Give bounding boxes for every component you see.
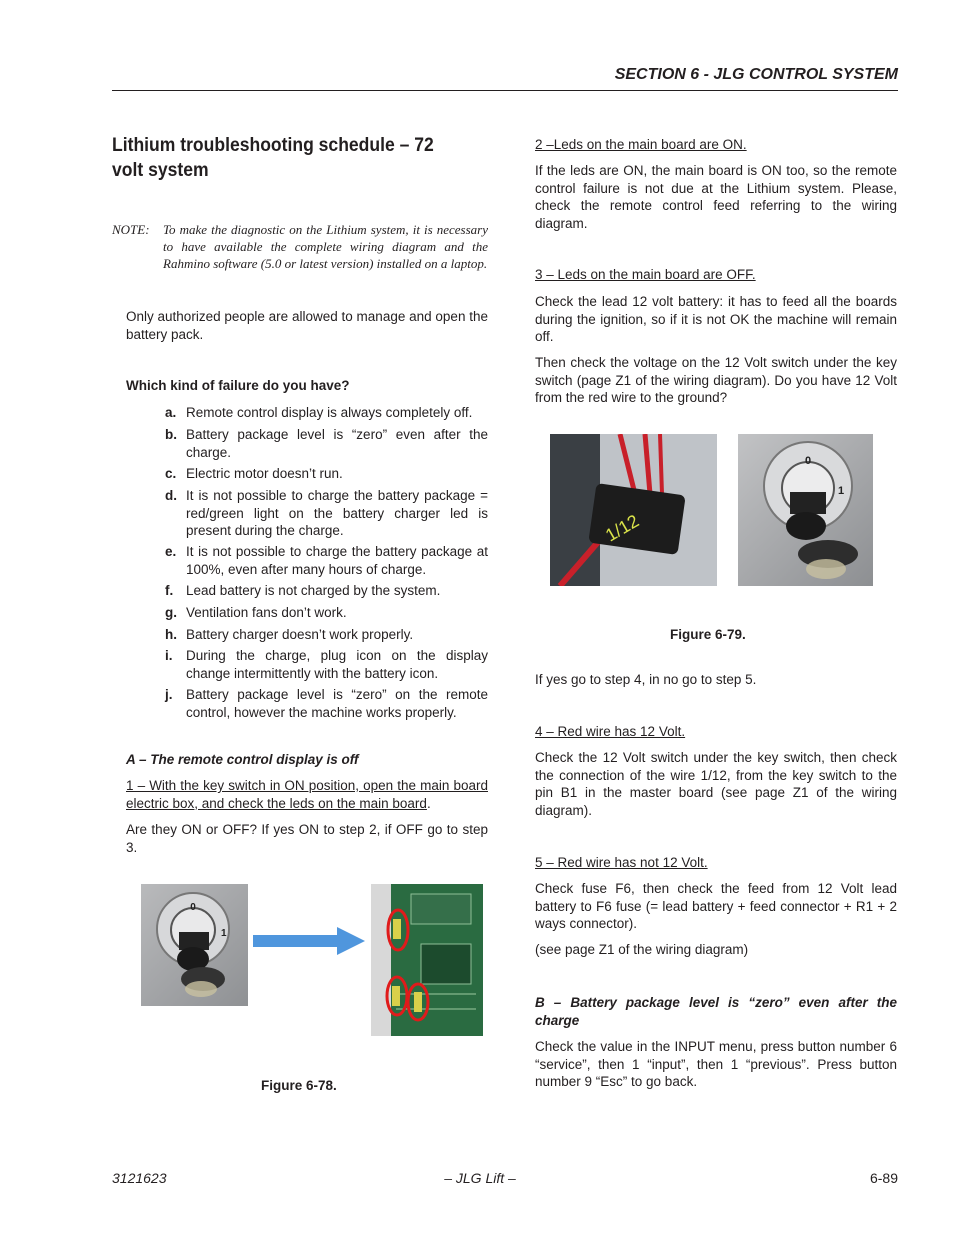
list-item-text: During the charge, plug icon on the display change intermittently with the battery icon. xyxy=(186,648,488,681)
list-item-key: e. xyxy=(165,544,177,559)
list-item-text: Ventilation fans don’t work. xyxy=(186,605,347,620)
list-item xyxy=(165,647,488,682)
list-item xyxy=(165,604,488,622)
figure-78-caption: Figure 6-78. xyxy=(261,1078,337,1093)
yes-no-instruction: If yes go to step 4, in no go to step 5. xyxy=(535,672,757,687)
list-item-text: It is not possible to charge the battery package at 100%, even after many hours of charge. xyxy=(186,544,488,577)
wire-label: 1/12 xyxy=(602,510,643,546)
list-item-key: j. xyxy=(165,687,173,702)
main-board-photo xyxy=(371,884,483,1036)
list-item xyxy=(165,582,488,600)
page-title: Lithium troubleshooting schedule – 72 volt system xyxy=(112,134,434,181)
list-item-key: a. xyxy=(165,405,177,420)
list-item-key: g. xyxy=(165,605,177,620)
list-item-key: i. xyxy=(165,648,173,663)
key-switch-photo xyxy=(141,884,248,1006)
key-switch-image xyxy=(141,884,248,1006)
list-item-text: Lead battery is not charged by the system. xyxy=(186,583,441,598)
list-item-text: Battery package level is “zero” on the remote control, however the machine works properly. xyxy=(186,687,488,720)
section-b-text: Check the value in the INPUT menu, press button number 6 “service”, then 1 “input”, then 1 “previous”. Press button number 9 “Esc” to go back. xyxy=(535,1039,897,1089)
step2-text: If the leds are ON, the main board is ON too, so the remote control failure is not due at the Lithium system. Please, check the remote control feed referring to the wiring diagram. xyxy=(535,163,897,231)
figure-79-caption: Figure 6-79. xyxy=(670,627,746,642)
list-item xyxy=(165,626,488,644)
key-position-zero: 0 xyxy=(190,902,196,913)
key-position-zero-2: 0 xyxy=(804,455,812,467)
key-switch-photo-2 xyxy=(738,434,873,586)
step1-text: 1 – With the key switch in ON position, open the main board electric box, and check the leds on the main board xyxy=(126,778,488,811)
section-a-heading: A – The remote control display is off xyxy=(126,752,359,767)
step1-end: . xyxy=(426,795,431,811)
list-item-text: Battery package level is “zero” even after the charge. xyxy=(186,427,488,460)
step4-text: Check the 12 Volt switch under the key switch, then check the connection of the wire 1/12, from the key switch to the pin B1 in the master board (see page Z1 of the wiring diagram). xyxy=(535,750,897,818)
step5-heading: 5 – Red wire has not 12 Volt. xyxy=(535,855,708,870)
list-item-key: d. xyxy=(165,488,177,503)
footer-page-number: 6-89 xyxy=(869,1170,898,1186)
wire-connector-photo xyxy=(550,434,717,586)
step3-heading: 3 – Leds on the main board are OFF. xyxy=(535,267,756,282)
step2-heading: 2 –Leds on the main board are ON. xyxy=(535,137,747,152)
wire-connector-image xyxy=(550,434,717,586)
section-header: SECTION 6 - JLG CONTROL SYSTEM xyxy=(614,66,898,83)
section-b-heading: B – Battery package level is “zero” even after the charge xyxy=(535,995,897,1028)
key-position-one: 1 xyxy=(221,928,227,939)
main-board-image xyxy=(371,884,483,1036)
key-position-one-2: 1 xyxy=(838,485,845,497)
note-text: To make the diagnostic on the Lithium system, it is necessary to have available the complete wiring diagram and the Rahmino software (5.0 or latest version) installed on a laptop. xyxy=(163,222,488,271)
step4-heading: 4 – Red wire has 12 Volt. xyxy=(535,724,686,739)
footer-brand: – JLG Lift – xyxy=(444,1170,516,1186)
step1-paragraph xyxy=(126,777,488,812)
list-item xyxy=(165,487,488,540)
step1-question: Are they ON or OFF? If yes ON to step 2, if OFF go to step 3. xyxy=(126,822,488,855)
step3-text-2: Then check the voltage on the 12 Volt switch under the key switch (page Z1 of the wiring diagram). Do you have 12 Volt from the red wire to the ground? xyxy=(535,355,897,405)
header-rule xyxy=(112,90,898,91)
step5-text: Check fuse F6, then check the feed from 12 Volt lead battery to F6 fuse (= lead battery + feed connector + R1 + 2 ways connector). xyxy=(535,881,897,931)
failure-heading: Which kind of failure do you have? xyxy=(126,378,350,393)
list-item-key: c. xyxy=(165,466,177,481)
list-item-key: b. xyxy=(165,427,177,442)
intro-paragraph: Only authorized people are allowed to manage and open the battery pack. xyxy=(126,309,488,342)
list-item xyxy=(165,426,488,461)
arrow-right-icon xyxy=(253,927,365,955)
footer-document-number: 3121623 xyxy=(112,1170,167,1186)
list-item xyxy=(165,686,488,721)
list-item-key: h. xyxy=(165,627,177,642)
list-item-key: f. xyxy=(165,583,174,598)
key-switch-image-2 xyxy=(738,434,873,586)
list-item xyxy=(165,465,488,483)
list-item xyxy=(165,543,488,578)
list-item xyxy=(165,404,488,422)
step3-text-1: Check the lead 12 volt battery: it has to feed all the boards during the ignition, so if it is not OK the machine will remain off. xyxy=(535,294,897,344)
list-item-text: It is not possible to charge the battery package = red/green light on the battery charger led is present during the charge. xyxy=(186,488,488,538)
list-item-text: Electric motor doesn’t run. xyxy=(186,466,343,481)
step5-note: (see page Z1 of the wiring diagram) xyxy=(535,942,749,957)
list-item-text: Battery charger doesn’t work properly. xyxy=(186,627,414,642)
note-label: NOTE: xyxy=(112,222,150,237)
list-item-text: Remote control display is always completely off. xyxy=(186,405,473,420)
